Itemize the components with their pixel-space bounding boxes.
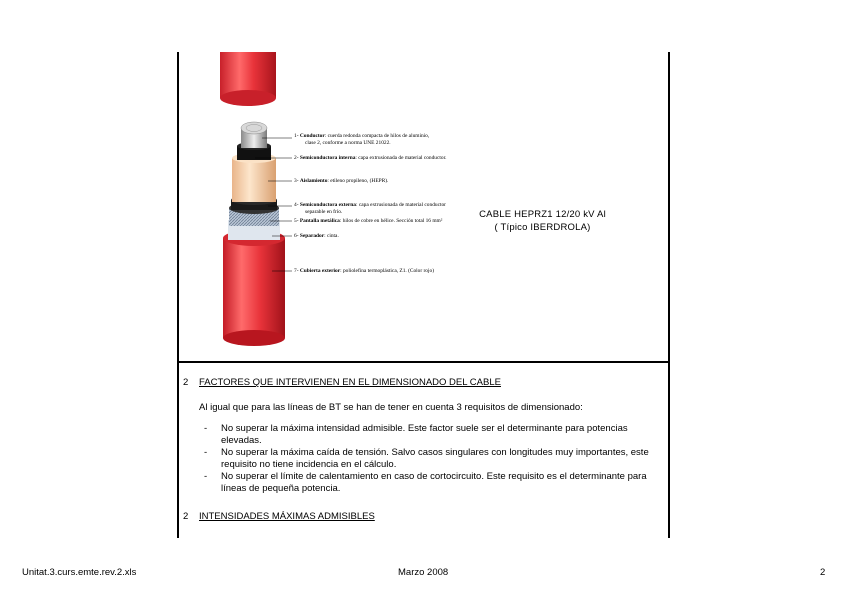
footer-filename: Unitat.3.curs.emte.rev.2.xls (22, 567, 137, 578)
cable-label-4: 4- Semiconductora externa: capa extrusionada de material conductor separable en frío. (294, 202, 446, 215)
cable-caption-title: CABLE HEPRZ1 12/20 kV Al (479, 209, 606, 220)
footer-page-number: 2 (820, 567, 826, 578)
cable-label-5: 5- Pantalla metálica: hilos de cobre en hélice. Sección total 16 mm² (294, 218, 443, 224)
cable-label-1: 1- Conductor: cuerda redonda compacta de hilos de aluminio, clase 2, conforme a norma UNE 21022. (294, 133, 430, 146)
section-title: INTENSIDADES MÁXIMAS ADMISIBLES (199, 511, 375, 522)
requirements-list (204, 423, 666, 495)
footer-date: Marzo 2008 (398, 567, 449, 578)
cable-caption-subtitle: ( Típico IBERDROLA) (494, 222, 591, 233)
cable-label-3: 3- Aislamiento: etileno propileno, (HEPR). (294, 178, 389, 184)
frame-left-border (177, 52, 179, 538)
list-item: - No superar la máxima caída de tensión. Salvo casos singulares con longitudes muy importantes, este requisito no tiene incidencia en el cálculo. (204, 447, 649, 470)
frame-divider (177, 361, 670, 363)
frame-right-border (668, 52, 670, 538)
cable-label-6: 6- Separador: cinta. (294, 233, 339, 239)
section-number: 2 (183, 511, 189, 522)
section-number: 2 (183, 377, 189, 388)
cable-label-7: 7- Cubierta exterior: poliolefina termoplástica, Z1. (Color rojo) (294, 268, 434, 274)
cable-label-2: 2- Semiconductora interna: capa extrusionada de material conductor. (294, 155, 447, 161)
section-title: FACTORES QUE INTERVIENEN EN EL DIMENSIONADO DEL CABLE (199, 377, 501, 388)
list-item: - No superar la máxima intensidad admisible. Este factor suele ser el determinante para potencias elevadas. (204, 423, 628, 446)
cable-image-top (215, 52, 295, 122)
list-item: - No superar el límite de calentamiento en caso de cortocircuito. Este requisito es el determinante para líneas de pequeña potencia. (204, 471, 647, 494)
section-factores-intro: Al igual que para las líneas de BT se han de tener en cuenta 3 requisitos de dimensionado: (199, 402, 583, 413)
